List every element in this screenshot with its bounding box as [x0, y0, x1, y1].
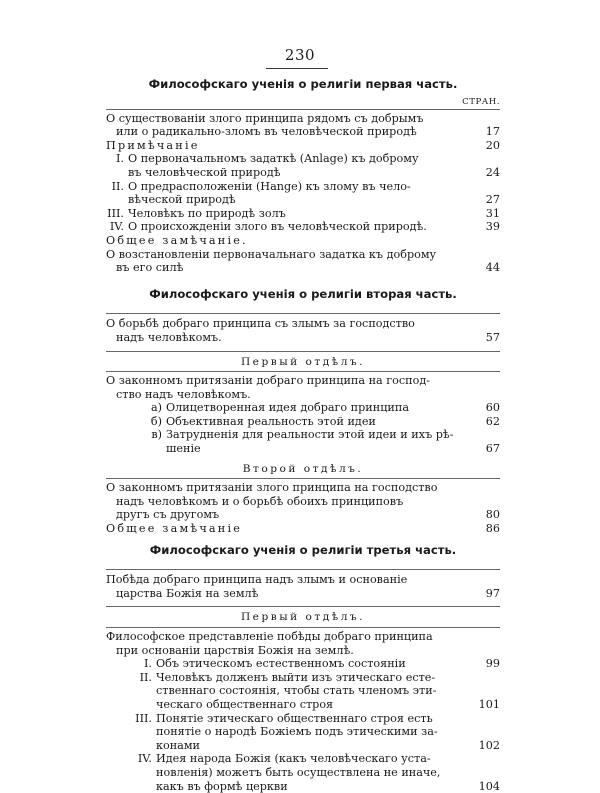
entry-line: шеніе	[166, 442, 201, 456]
entry-number: II.	[111, 179, 124, 193]
toc-entry[interactable]	[106, 180, 500, 207]
part-title: Философскаго ученія о религіи первая часть.	[148, 77, 458, 91]
entry-page: 67	[485, 442, 500, 456]
toc-entry[interactable]	[106, 657, 500, 671]
page-number: 230	[284, 46, 316, 64]
entry-number: IV.	[109, 220, 124, 234]
toc-entry[interactable]	[106, 248, 500, 275]
section-title: Первый отдѣлъ.	[240, 611, 366, 624]
entry-page: 62	[485, 414, 500, 428]
entry-page: 60	[485, 401, 500, 415]
entry-line: О существованіи злого принципа рядомъ съ добрымъ	[106, 111, 424, 125]
entry-page: 102	[478, 738, 500, 752]
entry-line: О первоначальномъ задаткѣ (Anlage) къ доброму	[128, 152, 419, 166]
part-3-section-1	[106, 611, 500, 793]
toc-entry[interactable]	[106, 712, 500, 753]
entry-line: ство надъ человѣкомъ.	[116, 387, 251, 401]
entry-line: Философское представленіе побѣды добраго принципа	[106, 630, 433, 643]
entry-page: 57	[485, 330, 500, 344]
toc-entry[interactable]	[106, 671, 500, 712]
entry-line: царства Божія на землѣ	[116, 586, 259, 600]
entry-page: 31	[485, 206, 500, 220]
entry-line: О законномъ притязаніи злого принципа на господство	[106, 481, 438, 495]
divider	[106, 627, 500, 628]
entry-line: надъ человѣкомъ.	[116, 330, 222, 344]
toc-entry[interactable]	[106, 522, 500, 536]
entry-line: въ его силѣ	[116, 261, 184, 275]
entry-line: О происхожденіи злого въ человѣческой природѣ.	[128, 220, 427, 234]
entry-number: IV.	[137, 752, 152, 766]
entry-page: 104	[478, 779, 500, 793]
toc-entry[interactable]	[106, 152, 500, 179]
toc-entry[interactable]	[106, 207, 500, 221]
entry-page: 27	[485, 193, 500, 207]
divider	[106, 109, 500, 110]
toc-entry[interactable]	[106, 428, 500, 455]
part-3	[106, 544, 500, 793]
divider	[106, 351, 500, 352]
entry-line: Общее замѣчаніе	[106, 522, 243, 536]
toc-entry[interactable]	[106, 415, 500, 429]
toc-entry[interactable]	[106, 401, 500, 415]
part-2	[106, 288, 500, 536]
entry-line: конами	[156, 738, 201, 752]
entry-line: О борьбѣ добраго принципа съ злымъ за господство	[106, 317, 415, 331]
entry-line: Олицетворенная идея добраго принципа	[166, 401, 409, 415]
part-2-section-1	[106, 356, 500, 456]
section-title: Второй отдѣлъ.	[242, 462, 364, 475]
entry-line: при основаніи царствія Божія на землѣ.	[116, 643, 354, 657]
column-header: СТРАН.	[462, 96, 500, 107]
section-heading	[106, 630, 500, 657]
entry-line: Общее замѣчаніе.	[106, 233, 248, 247]
toc-entry[interactable]	[106, 317, 500, 344]
entry-page: 101	[478, 697, 500, 711]
divider	[106, 606, 500, 607]
part-2-section-2	[106, 463, 500, 536]
part-1-entries	[106, 112, 500, 275]
section-heading	[106, 374, 500, 401]
entry-number: в)	[151, 428, 162, 442]
entry-number: III.	[107, 206, 124, 220]
entry-line: Затрудненія для реальности этой идеи и ихъ рѣ-	[166, 428, 454, 442]
entry-line: надъ человѣкомъ и о борьбѣ обоихъ принциповъ	[116, 494, 404, 508]
entry-number: III.	[135, 711, 152, 725]
entry-page: 99	[485, 657, 500, 671]
part-title: Философскаго ученія о религіи третья часть.	[149, 542, 457, 557]
entry-line: О предрасположеніи (Hange) къ злому въ чело-	[128, 179, 411, 193]
entry-page: 44	[485, 261, 500, 275]
entry-line: ственнаго состоянія, чтобы стать членомъ эти-	[156, 684, 437, 698]
part-1	[106, 78, 500, 275]
toc-entry[interactable]	[106, 220, 500, 234]
toc-entry[interactable]	[106, 139, 500, 153]
toc-entry[interactable]	[106, 573, 500, 600]
entry-line: новленія) можетъ быть осуществлена не иначе,	[156, 765, 441, 779]
entry-line: Примѣчаніе	[106, 138, 200, 152]
entry-number: б)	[150, 414, 162, 428]
page-number-rule	[266, 68, 328, 69]
entry-line: О законномъ притязаніи добраго принципа на господ-	[106, 374, 431, 388]
entry-page: 97	[485, 586, 500, 600]
entry-line: Побѣда добраго принципа надъ злымъ и основаніе	[106, 573, 408, 587]
entry-page: 17	[485, 125, 500, 139]
entry-line: понятіе о народѣ Божіемъ подъ этическими за-	[156, 725, 438, 739]
toc-entry[interactable]	[106, 752, 500, 793]
toc-entry[interactable]	[106, 481, 500, 522]
entry-line: Идея народа Божія (какъ человѣческаго уста-	[156, 752, 431, 766]
divider	[106, 371, 500, 372]
entry-line: О возстановленіи первоначальнаго задатка къ доброму	[106, 247, 437, 261]
entry-line: Человѣкъ по природѣ золъ	[128, 206, 286, 220]
entry-page: 86	[485, 522, 500, 536]
entry-line: или о радикально-зломъ въ человѣческой природѣ	[116, 125, 417, 139]
entry-line: въ человѣческой природѣ	[128, 165, 281, 179]
toc-entry[interactable]	[106, 112, 500, 139]
entry-line: Объ этическомъ естественномъ состояніи	[156, 657, 406, 671]
entry-number: I.	[144, 657, 152, 671]
part-title: Философскаго ученія о религіи вторая часть.	[149, 286, 457, 301]
entry-number: I.	[116, 152, 124, 166]
section-title: Первый отдѣлъ.	[240, 355, 366, 368]
entry-line: Понятіе этическаго общественнаго строя есть	[156, 711, 433, 725]
table-of-contents	[106, 78, 500, 793]
divider	[106, 478, 500, 479]
divider	[106, 313, 500, 314]
entry-line: Объективная реальность этой идеи	[166, 414, 376, 428]
entry-line: ческаго общественнаго строя	[156, 697, 334, 711]
divider	[106, 569, 500, 570]
entry-line: другъ съ другомъ	[116, 508, 220, 522]
entry-page: 20	[485, 138, 500, 152]
entry-page: 24	[485, 165, 500, 179]
entry-line: Человѣкъ долженъ выйти изъ этическаго есте-	[156, 670, 436, 684]
entry-page: 80	[485, 508, 500, 522]
entry-line: вѣческой природѣ	[128, 193, 236, 207]
entry-number: a)	[150, 401, 162, 415]
entry-page: 39	[485, 220, 500, 234]
entry-number: II.	[139, 670, 152, 684]
entry-line: какъ въ формѣ церкви	[156, 779, 288, 793]
toc-entry[interactable]	[106, 234, 500, 248]
